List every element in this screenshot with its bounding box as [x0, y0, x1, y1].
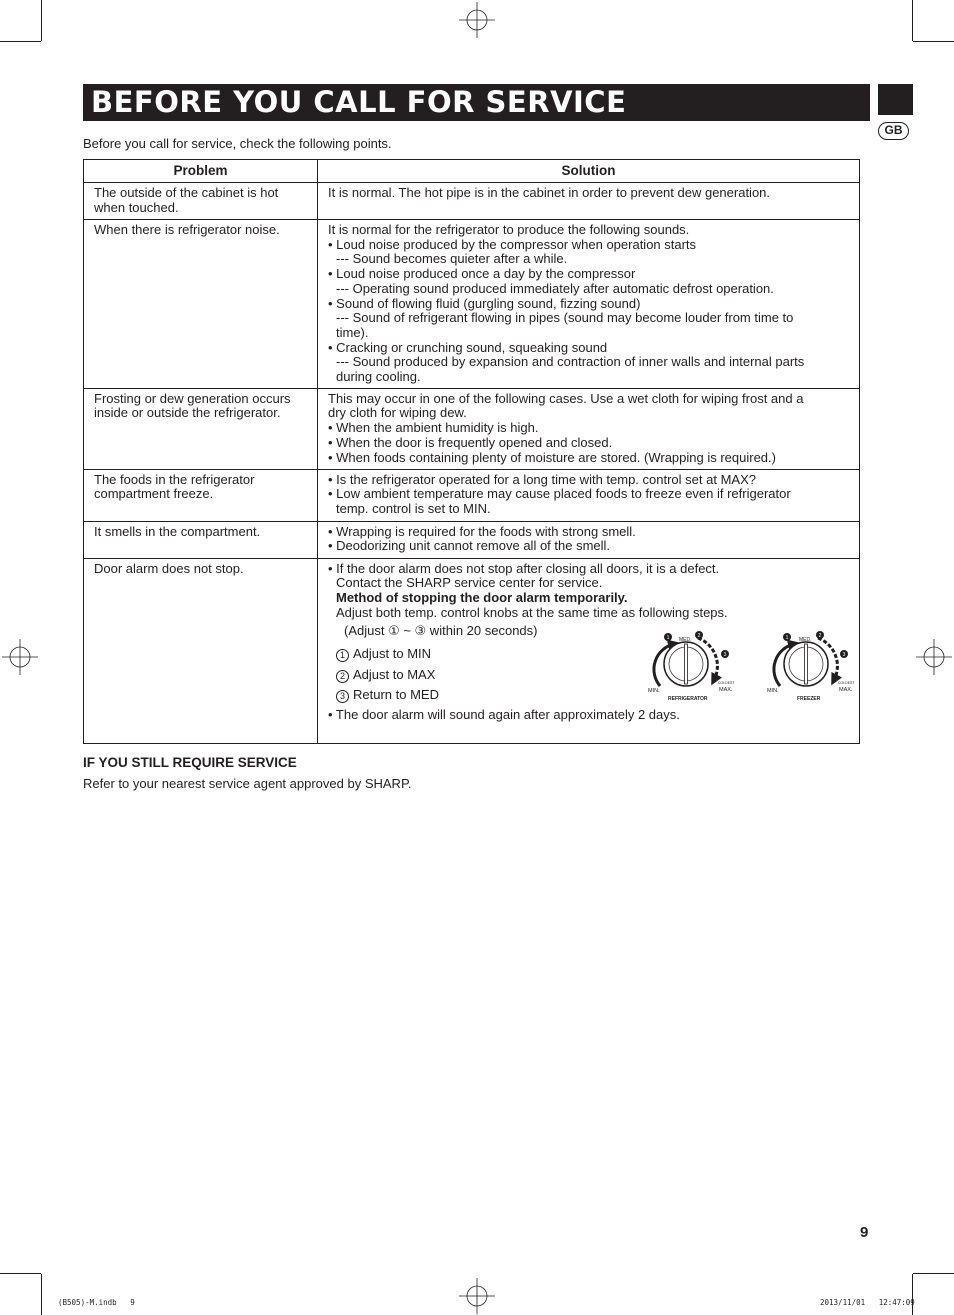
- print-slug-file: (B505)-M.indb 9: [58, 1298, 135, 1307]
- crop-mark: [912, 0, 913, 41]
- svg-text:1: 1: [785, 634, 789, 641]
- intro-text: Before you call for service, check the following points.: [83, 136, 392, 151]
- problem-cell: The outside of the cabinet is hot when touched.: [84, 183, 318, 220]
- registration-mark-icon: [459, 2, 495, 38]
- table-row: [84, 558, 860, 743]
- svg-text:FREEZER: FREEZER: [797, 695, 821, 702]
- crop-mark: [913, 1273, 954, 1274]
- problem-cell: The foods in the refrigerator compartment freeze.: [84, 469, 318, 521]
- svg-text:REFRIGERATOR: REFRIGERATOR: [668, 695, 708, 702]
- svg-text:COLDEST: COLDEST: [718, 680, 735, 685]
- registration-mark-icon: [916, 639, 952, 675]
- table-row: [84, 521, 860, 558]
- temperature-knobs-diagram: [646, 630, 861, 702]
- page-title: BEFORE YOU CALL FOR SERVICE: [83, 84, 870, 121]
- registration-mark-icon: [2, 639, 38, 675]
- svg-text:MAX.: MAX.: [719, 686, 733, 693]
- freezer-knob: [767, 631, 855, 702]
- problem-cell: When there is refrigerator noise.: [84, 220, 318, 389]
- svg-text:2: 2: [697, 632, 701, 639]
- table-row: [84, 469, 860, 521]
- crop-mark: [913, 41, 954, 42]
- svg-text:MIN.: MIN.: [648, 687, 660, 694]
- method-heading: Method of stopping the door alarm temporarily.: [336, 590, 628, 606]
- print-slug-date: 2013/11/01 12:47:09: [820, 1298, 915, 1307]
- problem-cell: Frosting or dew generation occurs inside or outside the refrigerator.: [84, 388, 318, 469]
- crop-mark: [0, 41, 41, 42]
- svg-text:2: 2: [818, 632, 822, 639]
- section-heading: IF YOU STILL REQUIRE SERVICE: [83, 755, 297, 770]
- svg-text:COLDEST: COLDEST: [838, 680, 855, 685]
- page-number: 9: [860, 1224, 869, 1241]
- svg-text:MED.: MED.: [679, 636, 692, 643]
- svg-text:1: 1: [666, 634, 670, 641]
- list-item: 3 Return to MED: [336, 685, 851, 706]
- list-item: 2 Adjust to MAX: [336, 665, 851, 686]
- solution-cell: • Wrapping is required for the foods with strong smell. • Deodorizing unit cannot remove all of the smell.: [318, 521, 860, 558]
- crop-mark: [912, 1274, 913, 1315]
- table-row: [84, 388, 860, 469]
- solution-cell: • Is the refrigerator operated for a long time with temp. control set at MAX? • Low ambient temperature may cause placed foods to freeze even if refrigerator temp. control is set to MIN.: [318, 469, 860, 521]
- side-tab: [878, 84, 913, 115]
- svg-text:MAX.: MAX.: [839, 686, 853, 693]
- svg-text:3: 3: [842, 651, 846, 658]
- crop-mark: [0, 1273, 41, 1274]
- list-item: 1 Adjust to MIN: [336, 644, 851, 665]
- crop-mark: [41, 1274, 42, 1315]
- table-row: [84, 183, 860, 220]
- crop-mark: [41, 0, 42, 41]
- solution-cell: It is normal for the refrigerator to produce the following sounds. • Loud noise produced by the compressor when operation starts --- Sound becomes quieter after a while. • Loud noise produced once a day by the compressor --- Operating sound produced immediately after automatic defrost operation. • Sound of flowing fluid (gurgling sound, fizzing sound) --- Sound of refrigerant flowing in pipes (sound may become louder from time to time). • Cracking or crunching sound, squeaking sound --- Sound produced by expansion and contraction of inner walls and internal parts during cooling.: [318, 220, 860, 389]
- troubleshooting-table: [83, 159, 860, 744]
- language-badge: GB: [878, 122, 909, 140]
- problem-cell: It smells in the compartment.: [84, 521, 318, 558]
- svg-text:3: 3: [723, 651, 727, 658]
- table-row: [84, 220, 860, 389]
- section-text: Refer to your nearest service agent approved by SHARP.: [83, 776, 412, 791]
- refrigerator-knob: [648, 631, 735, 702]
- solution-cell: This may occur in one of the following cases. Use a wet cloth for wiping frost and a dry cloth for wiping dew. • When the ambient humidity is high. • When the door is frequently opened and closed. • When foods containing plenty of moisture are stored. (Wrapping is required.): [318, 388, 860, 469]
- svg-text:MED.: MED.: [799, 636, 812, 643]
- header-solution: Solution: [318, 160, 860, 183]
- problem-cell: Door alarm does not stop.: [84, 558, 318, 743]
- solution-cell: It is normal. The hot pipe is in the cabinet in order to prevent dew generation.: [318, 183, 860, 220]
- solution-cell: • If the door alarm does not stop after closing all doors, it is a defect. Contact the SHARP service center for service. Method of stopping the door alarm temporarily. Adjust both temp. control knobs at the same time as following steps. (Adjust ① ~ ③ within 20 seconds) 1 Adjust to MIN 2 Adjust to MAX 3 Return to MED • The door alarm will sound again after approximately 2 days. 1 2 3 MED. MIN. COLDEST MAX. REFRIGERATOR 1 2 3 MED. MIN. COLDEST MAX. FREEZER: [318, 558, 860, 743]
- header-problem: Problem: [84, 160, 318, 183]
- registration-mark-icon: [459, 1278, 495, 1314]
- svg-text:MIN.: MIN.: [767, 687, 779, 694]
